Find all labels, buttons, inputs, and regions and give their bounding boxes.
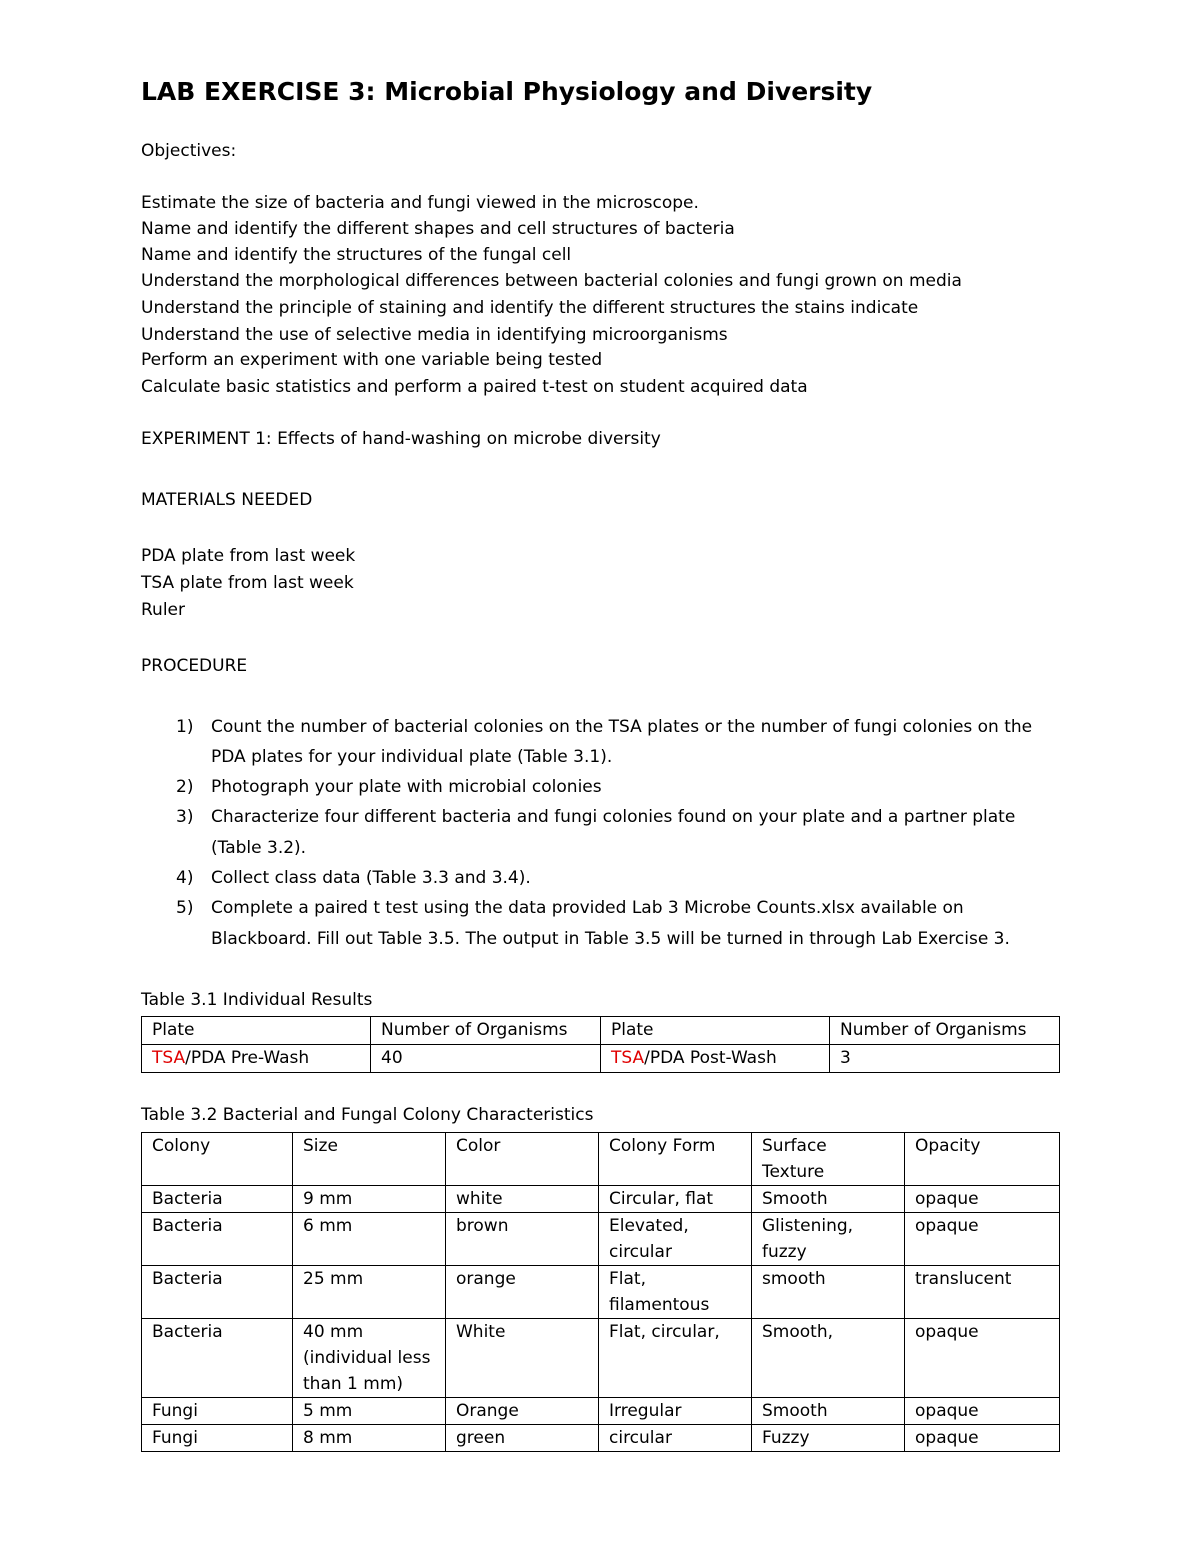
objective-item: Name and identify the different shapes and cell structures of bacteria (141, 219, 735, 239)
header-cell: Size (293, 1133, 446, 1186)
table1-caption: Table 3.1 Individual Results (141, 990, 373, 1010)
objective-item: Understand the morphological differences between bacterial colonies and fungi grown on media (141, 271, 962, 291)
table-cell: Glistening, fuzzy (752, 1213, 905, 1266)
table-row (142, 1425, 1060, 1452)
table-row (142, 1319, 1060, 1398)
experiment-heading: EXPERIMENT 1: Effects of hand-washing on microbe diversity (141, 429, 661, 449)
step-number: 4) (176, 868, 194, 888)
step-text: Blackboard. Fill out Table 3.5. The output in Table 3.5 will be turned in through Lab Exercise 3. (211, 929, 1010, 949)
materials-heading: MATERIALS NEEDED (141, 490, 313, 510)
header-cell: Number of Organisms (830, 1017, 1060, 1045)
table-cell: opaque (905, 1398, 1060, 1425)
header-cell: Colony Form (599, 1133, 752, 1186)
objectives-label: Objectives: (141, 141, 237, 161)
table-row (142, 1398, 1060, 1425)
pre-wash-plate-cell (142, 1045, 371, 1073)
colony-characteristics-table (141, 1132, 1060, 1452)
objective-item: Estimate the size of bacteria and fungi viewed in the microscope. (141, 193, 699, 213)
table-cell: Smooth (752, 1186, 905, 1213)
table-cell: Orange (446, 1398, 599, 1425)
table-row (142, 1186, 1060, 1213)
table-cell: green (446, 1425, 599, 1452)
procedure-heading: PROCEDURE (141, 656, 248, 676)
table-cell: Elevated, circular (599, 1213, 752, 1266)
table-cell: Fuzzy (752, 1425, 905, 1452)
table-cell: opaque (905, 1319, 1060, 1398)
table-header-row (142, 1017, 1060, 1045)
plate-label: /PDA Pre-Wash (185, 1048, 310, 1068)
table-header-row (142, 1133, 1060, 1186)
table-cell: opaque (905, 1213, 1060, 1266)
table-cell: circular (599, 1425, 752, 1452)
step-number: 2) (176, 777, 194, 797)
pre-wash-count-cell: 40 (371, 1045, 601, 1073)
header-cell: Surface Texture (752, 1133, 905, 1186)
step-text: Photograph your plate with microbial colonies (211, 777, 602, 797)
table-cell: white (446, 1186, 599, 1213)
material-item: PDA plate from last week (141, 546, 356, 566)
table-cell: translucent (905, 1266, 1060, 1319)
step-text: (Table 3.2). (211, 838, 307, 858)
table-cell: opaque (905, 1425, 1060, 1452)
table-cell: Fungi (142, 1398, 293, 1425)
table-cell: 5 mm (293, 1398, 446, 1425)
table-cell: smooth (752, 1266, 905, 1319)
table-row (142, 1266, 1060, 1319)
header-cell: Number of Organisms (371, 1017, 601, 1045)
objective-item: Understand the use of selective media in identifying microorganisms (141, 325, 728, 345)
plate-highlight: TSA (611, 1048, 645, 1068)
header-cell: Plate (142, 1017, 371, 1045)
table-cell: 8 mm (293, 1425, 446, 1452)
objective-item: Name and identify the structures of the fungal cell (141, 245, 572, 265)
table-cell: Bacteria (142, 1266, 293, 1319)
table-cell: Bacteria (142, 1319, 293, 1398)
post-wash-plate-cell (601, 1045, 830, 1073)
table-cell: White (446, 1319, 599, 1398)
step-text: Count the number of bacterial colonies on the TSA plates or the number of fungi colonies on the (211, 717, 1033, 737)
step-text: Complete a paired t test using the data provided Lab 3 Microbe Counts.xlsx available on (211, 898, 964, 918)
table-cell: Bacteria (142, 1213, 293, 1266)
header-cell: Plate (601, 1017, 830, 1045)
step-number: 5) (176, 898, 194, 918)
step-text: Collect class data (Table 3.3 and 3.4). (211, 868, 531, 888)
objective-item: Perform an experiment with one variable being tested (141, 350, 603, 370)
plate-label: /PDA Post-Wash (644, 1048, 777, 1068)
header-cell: Color (446, 1133, 599, 1186)
page-title: LAB EXERCISE 3: Microbial Physiology and Diversity (141, 77, 873, 106)
table-cell: 40 mm (individual less than 1 mm) (293, 1319, 446, 1398)
table-row (142, 1045, 1060, 1073)
individual-results-table (141, 1016, 1060, 1073)
objective-item: Calculate basic statistics and perform a paired t-test on student acquired data (141, 377, 808, 397)
plate-highlight: TSA (152, 1048, 186, 1068)
table-cell: Flat, circular, (599, 1319, 752, 1398)
table-cell: Irregular (599, 1398, 752, 1425)
table-cell: opaque (905, 1186, 1060, 1213)
header-cell: Colony (142, 1133, 293, 1186)
table-cell: Fungi (142, 1425, 293, 1452)
step-number: 3) (176, 807, 194, 827)
material-item: Ruler (141, 600, 185, 620)
table-cell: Bacteria (142, 1186, 293, 1213)
table-cell: Smooth, (752, 1319, 905, 1398)
header-cell: Opacity (905, 1133, 1060, 1186)
post-wash-count-cell: 3 (830, 1045, 1060, 1073)
step-text: Characterize four different bacteria and fungi colonies found on your plate and a partner plate (211, 807, 1016, 827)
table-cell: 6 mm (293, 1213, 446, 1266)
table-cell: Smooth (752, 1398, 905, 1425)
table-cell: 9 mm (293, 1186, 446, 1213)
table-cell: Flat, filamentous (599, 1266, 752, 1319)
table-cell: brown (446, 1213, 599, 1266)
table-cell: 25 mm (293, 1266, 446, 1319)
step-text: PDA plates for your individual plate (Table 3.1). (211, 747, 613, 767)
table-cell: Circular, flat (599, 1186, 752, 1213)
table-row (142, 1213, 1060, 1266)
table2-caption: Table 3.2 Bacterial and Fungal Colony Characteristics (141, 1105, 594, 1125)
material-item: TSA plate from last week (141, 573, 354, 593)
table-cell: orange (446, 1266, 599, 1319)
step-number: 1) (176, 717, 194, 737)
objective-item: Understand the principle of staining and identify the different structures the stains indicate (141, 298, 919, 318)
